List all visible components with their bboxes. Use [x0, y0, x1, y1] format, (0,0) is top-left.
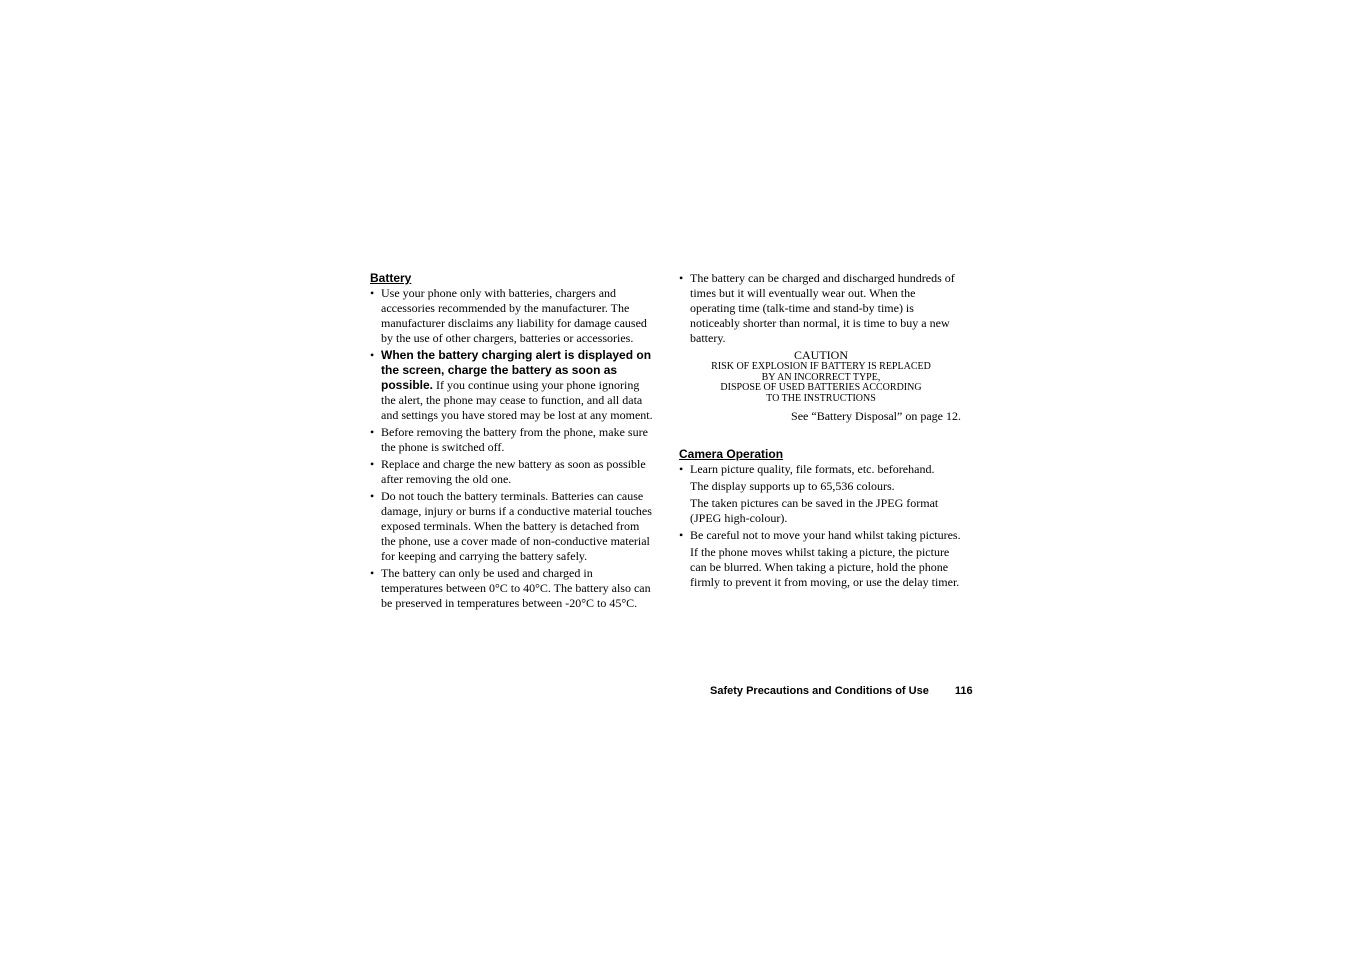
caution-title: CAUTION — [794, 348, 848, 362]
list-item — [370, 457, 654, 487]
caution-line: RISK OF EXPLOSION IF BATTERY IS REPLACED — [711, 361, 931, 372]
page-footer — [710, 684, 973, 698]
section-spacer — [679, 424, 963, 447]
bullet: • — [370, 348, 375, 362]
list-item-text: The battery can only be used and charged in temperatures between 0°C to 40°C. The battery also can be preserved in temperatures between -20°C to 45°C. — [381, 566, 651, 610]
list-item — [679, 271, 963, 346]
bullet: • — [370, 425, 375, 439]
battery-heading: Battery — [370, 271, 412, 285]
sub-paragraph: The display supports up to 65,536 colours. — [690, 479, 895, 493]
list-item-text: Before removing the battery from the phone, make sure the phone is switched off. — [381, 425, 648, 454]
list-item — [679, 462, 963, 526]
caution-block — [679, 348, 963, 404]
bullet: • — [370, 489, 375, 503]
list-item-text: The battery can be charged and discharged hundreds of times but it will eventually wear out. When the operating time (talk-time and stand-by time) is noticeably shorter than normal, it is time to buy a new battery. — [690, 271, 955, 345]
caution-line: BY AN INCORRECT TYPE, — [761, 371, 881, 383]
caution-line: DISPOSE OF USED BATTERIES ACCORDING — [720, 382, 922, 393]
camera-heading: Camera Operation — [679, 447, 784, 461]
list-item-text: Use your phone only with batteries, chargers and accessories recommended by the manufacturer. The manufacturer disclaims any liability for damage caused by the use of other chargers, batteries or accessories. — [381, 286, 647, 345]
list-item — [370, 286, 654, 346]
list-item — [370, 425, 654, 455]
bullet: • — [679, 528, 684, 542]
sub-paragraph: The taken pictures can be saved in the JPEG format (JPEG high-colour). — [690, 496, 939, 525]
battery-list — [370, 286, 654, 611]
list-item-bold-text: When the battery charging alert is displayed on the screen, charge the battery as soon as possible. — [381, 348, 652, 392]
list-item-text: Do not touch the battery terminals. Batteries can cause damage, injury or burns if a conductive material touches exposed terminals. When the battery is detached from the phone, use a cover made of non-conductive material for keeping and carrying the battery safely. — [381, 489, 652, 563]
bullet: • — [679, 271, 684, 285]
list-item — [370, 566, 654, 611]
list-item — [370, 348, 654, 423]
camera-list — [679, 462, 963, 590]
footer-title: Safety Precautions and Conditions of Use — [710, 685, 929, 697]
left-column — [370, 271, 654, 613]
list-item-text: If you continue using your phone ignoring the alert, the phone may cease to function, and all data and settings you have stored may be lost at any moment. — [381, 378, 653, 422]
list-item — [679, 528, 963, 590]
bullet: • — [370, 286, 375, 300]
bullet: • — [370, 566, 375, 580]
battery-disposal-reference: See “Battery Disposal” on page 12. — [791, 409, 961, 423]
list-item — [370, 489, 654, 564]
bullet: • — [679, 462, 684, 476]
page-number: 116 — [954, 685, 973, 697]
list-item-text: Replace and charge the new battery as soon as possible after removing the old one. — [381, 457, 646, 486]
list-item-text: Be careful not to move your hand whilst taking pictures. — [690, 528, 961, 542]
list-item-text: Learn picture quality, file formats, etc. beforehand. — [690, 462, 935, 476]
sub-paragraph: If the phone moves whilst taking a picture, the picture can be blurred. When taking a picture, hold the phone firmly to prevent it from moving, or use the delay timer. — [690, 545, 960, 589]
right-column — [679, 271, 963, 592]
battery-list-continued — [679, 271, 963, 346]
bullet: • — [370, 457, 375, 471]
caution-line: TO THE INSTRUCTIONS — [766, 392, 876, 404]
